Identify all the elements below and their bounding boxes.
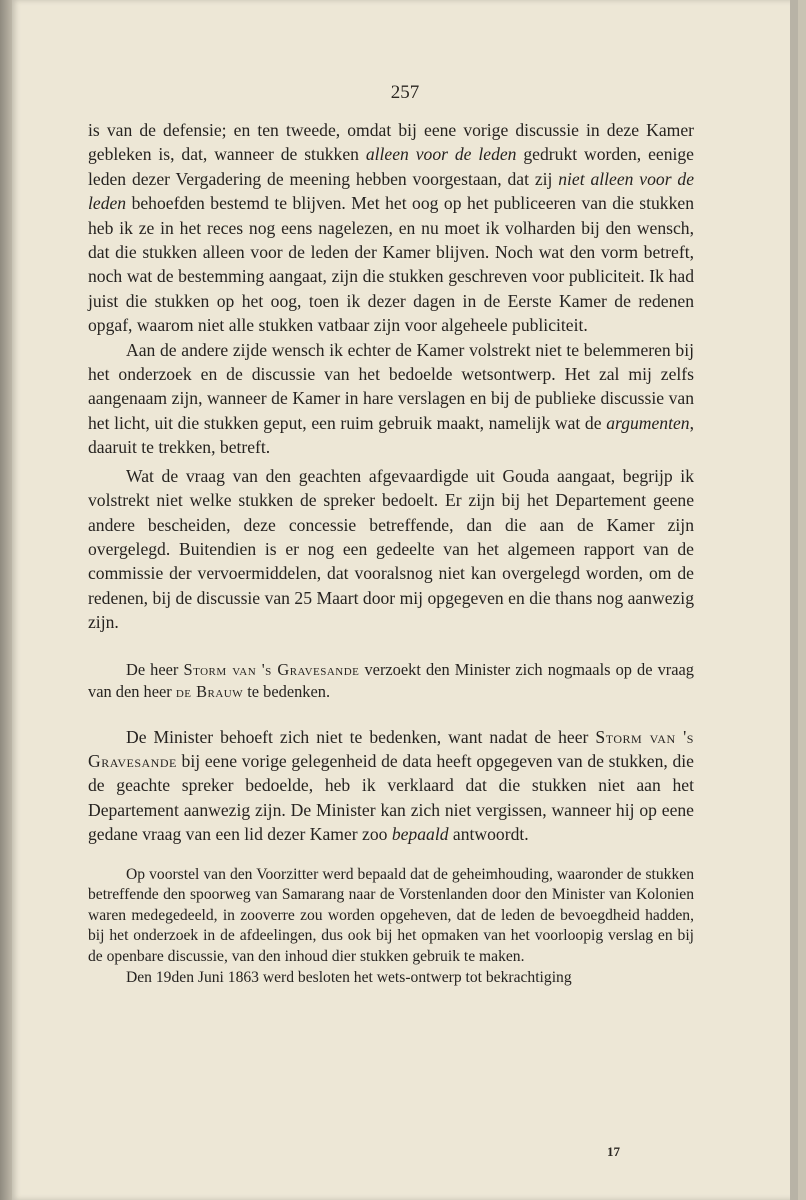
p1-text-3: behoefden bestemd te blijven. Met het oog op het publiceeren van die stukken heb ik ze in het reces nog eens nagelezen, en nu moet ik volharden bij den wensch, dat die stukken alleen voor de leden der Kamer blijven. Noch wat den vorm betreft, noch wat de bestemming aangaat, zijn die stukken geschreven voor publiciteit. Ik had juist die stukken op het oog, toen ik dezer dagen in de Eerste Kamer de redenen opgaf, waarom niet alle stukken vatbaar zijn voor algeheele publiciteit.: [88, 193, 694, 336]
p5-text-1: De Minister behoeft zich niet te bedenken, want nadat de heer: [126, 726, 596, 747]
paragraph-1: [88, 118, 694, 338]
paragraph-6-note: [88, 865, 694, 968]
p1-italic-2: niet alleen voor de leden: [88, 168, 694, 214]
p6-text-1: Op voorstel van den Voorzitter werd bepaald dat de geheimhouding, waaronder de stukken betreffende den spoorweg van Samarang naar de Vorstenlanden door den Minister van Kolonien waren medegedeeld, in zooverre zou worden opgeheven, dat de leden de bevoegdheid hadden, bij het onderzoek in de afdeelingen, dus ook bij het opmaken van het voorloopig verslag en bij de openbare discussie, van den inhoud dier stukken gebruik te maken.: [88, 865, 694, 965]
p4-name-1: Storm van 's Gravesande: [183, 659, 360, 679]
p5-text-2: bij eene vorige gelegenheid de data heeft opgegeven van de stukken, die de geachte spreker bedoelde, heb ik verklaard dat die stukken niet aan het Departement aanwezig zijn. De Minister kan zich niet vergissen, wanneer hij op eene gedane vraag van een lid dezer Kamer zoo: [88, 750, 694, 845]
p1-italic-1: alleen voor de leden: [365, 144, 517, 165]
paragraph-5-minister: [88, 725, 694, 847]
paragraph-7-note: [88, 968, 694, 989]
scan-left-edge: [0, 0, 12, 1200]
p4-text-2: verzoekt den Minister zich nogmaals op de vraag van den heer: [88, 659, 694, 701]
page-body: [88, 118, 694, 988]
paragraph-4-speaker: [88, 659, 694, 703]
p4-text-1: De heer: [126, 659, 184, 679]
signature-mark: 17: [607, 1144, 620, 1159]
p5-text-3: antwoordt.: [448, 824, 529, 845]
paragraph-2: [88, 338, 694, 460]
p4-text-3: te bedenken.: [243, 681, 331, 701]
p3-text-1: Wat de vraag van den geachten afgevaardigde uit Gouda aangaat, begrijp ik volstrekt niet welke stukken de spreker bedoelt. Er zijn bij het Departement geene andere bescheiden, deze concessie betreffende, dan die aan de Kamer zijn overgelegd. Buitendien is er nog een gedeelte van het algemeen rapport van de commissie der vervoermiddelen, dat vooralsnog niet kan overgelegd worden, om de redenen, bij de discussie van 25 Maart door mij opgegeven en die thans nog aanwezig zijn.: [88, 465, 694, 633]
p5-name-1: Storm van 's Gravesande: [88, 726, 694, 771]
p2-italic-1: argumenten: [606, 412, 690, 433]
p2-text-1: Aan de andere zijde wensch ik echter de Kamer volstrekt niet te belemmeren bij het onderzoek en de discussie van het bedoelde wetsontwerp. Het zal mij zelfs aangenaam zijn, wanneer de Kamer in hare verslagen en bij de publieke discussie van het licht, uit die stukken geput, een ruim gebruik maakt, namelijk wat de: [88, 339, 694, 433]
p5-italic-1: bepaald: [391, 824, 449, 845]
p1-text-1: is van de defensie; en ten tweede, omdat bij eene vorige discussie in deze Kamer gebleken is, dat, wanneer de stukken: [88, 120, 694, 165]
p1-text-2: gedrukt worden, eenige leden dezer Vergadering de meening hebben voorgestaan, dat zij: [88, 144, 694, 189]
p4-name-2: de Brauw: [175, 681, 244, 701]
page-number: 257: [390, 82, 420, 103]
p7-text-1: Den 19den Juni 1863 werd besloten het wets-ontwerp tot bekrachtiging: [126, 968, 572, 986]
page-right-edge: [790, 0, 798, 1200]
book-page: [12, 0, 798, 1200]
paragraph-3: [88, 464, 694, 635]
p2-text-2: , daaruit te trekken, betreft.: [88, 412, 694, 458]
